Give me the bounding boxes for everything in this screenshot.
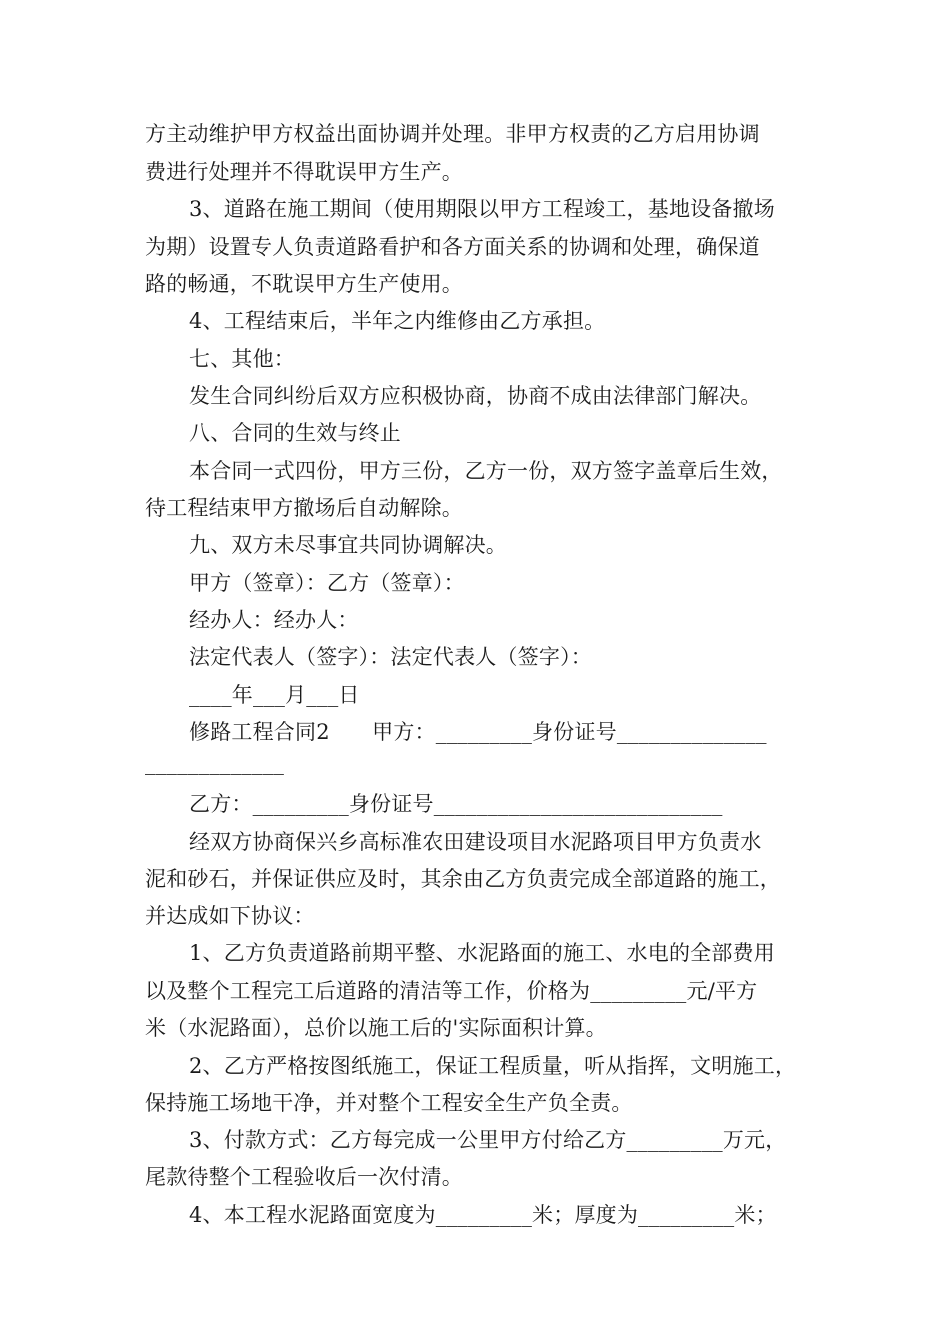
text-line: _____________ xyxy=(145,751,285,775)
text-line: 米（水泥路面），总价以施工后的'实际面积计算。 xyxy=(145,1016,607,1040)
text-line: 泥和砂石，并保证供应及时，其余由乙方负责完成全部道路的施工， xyxy=(145,867,781,891)
text-line: 本合同一式四份，甲方三份，乙方一份，双方签字盖章后生效， xyxy=(189,459,783,483)
text-line: ____年___月___日 xyxy=(189,683,360,707)
text-line: 乙方：_________身份证号___________________________ xyxy=(189,792,723,816)
text-line: 九、双方未尽事宜共同协调解决。 xyxy=(189,533,507,557)
text-line: 待工程结束甲方撤场后自动解除。 xyxy=(145,496,463,520)
text-line: 尾款待整个工程验收后一次付清。 xyxy=(145,1165,463,1189)
text-line: 方主动维护甲方权益出面协调并处理。非甲方权责的乙方启用协调 xyxy=(145,122,760,146)
text-line: 4、本工程水泥路面宽度为_________米；厚度为_________米； xyxy=(189,1203,777,1227)
text-line: 以及整个工程完工后道路的清洁等工作，价格为_________元/平方 xyxy=(145,979,758,1003)
text-line: 修路工程合同2 甲方：_________身份证号______________ xyxy=(189,720,767,744)
text-line: 费进行处理并不得耽误甲方生产。 xyxy=(145,160,463,184)
text-line: 法定代表人（签字）：法定代表人（签字）： xyxy=(189,645,592,669)
text-line: 发生合同纠纷后双方应积极协商，协商不成由法律部门解决。 xyxy=(189,384,762,408)
text-line: 经双方协商保兴乡高标准农田建设项目水泥路项目甲方负责水 xyxy=(189,830,762,854)
text-line: 2、乙方严格按图纸施工，保证工程质量，听从指挥，文明施工， xyxy=(189,1054,797,1078)
text-line: 为期）设置专人负责道路看护和各方面关系的协调和处理，确保道 xyxy=(145,235,760,259)
text-line: 3、付款方式：乙方每完成一公里甲方付给乙方_________万元， xyxy=(189,1128,787,1152)
text-line: 3、道路在施工期间（使用期限以甲方工程竣工，基地设备撤场 xyxy=(189,197,775,221)
text-line: 经办人：经办人： xyxy=(189,608,359,632)
text-line: 甲方（签章）：乙方（签章）： xyxy=(189,571,465,595)
text-line: 七、其他： xyxy=(189,347,295,371)
text-line: 八、合同的生效与终止 xyxy=(189,421,401,445)
text-line: 1、乙方负责道路前期平整、水泥路面的施工、水电的全部费用 xyxy=(189,941,775,965)
text-line: 路的畅通，不耽误甲方生产使用。 xyxy=(145,272,463,296)
text-line: 保持施工场地干净，并对整个工程安全生产负全责。 xyxy=(145,1091,633,1115)
text-line: 4、工程结束后，半年之内维修由乙方承担。 xyxy=(189,309,606,333)
text-line: 并达成如下协议： xyxy=(145,904,315,928)
